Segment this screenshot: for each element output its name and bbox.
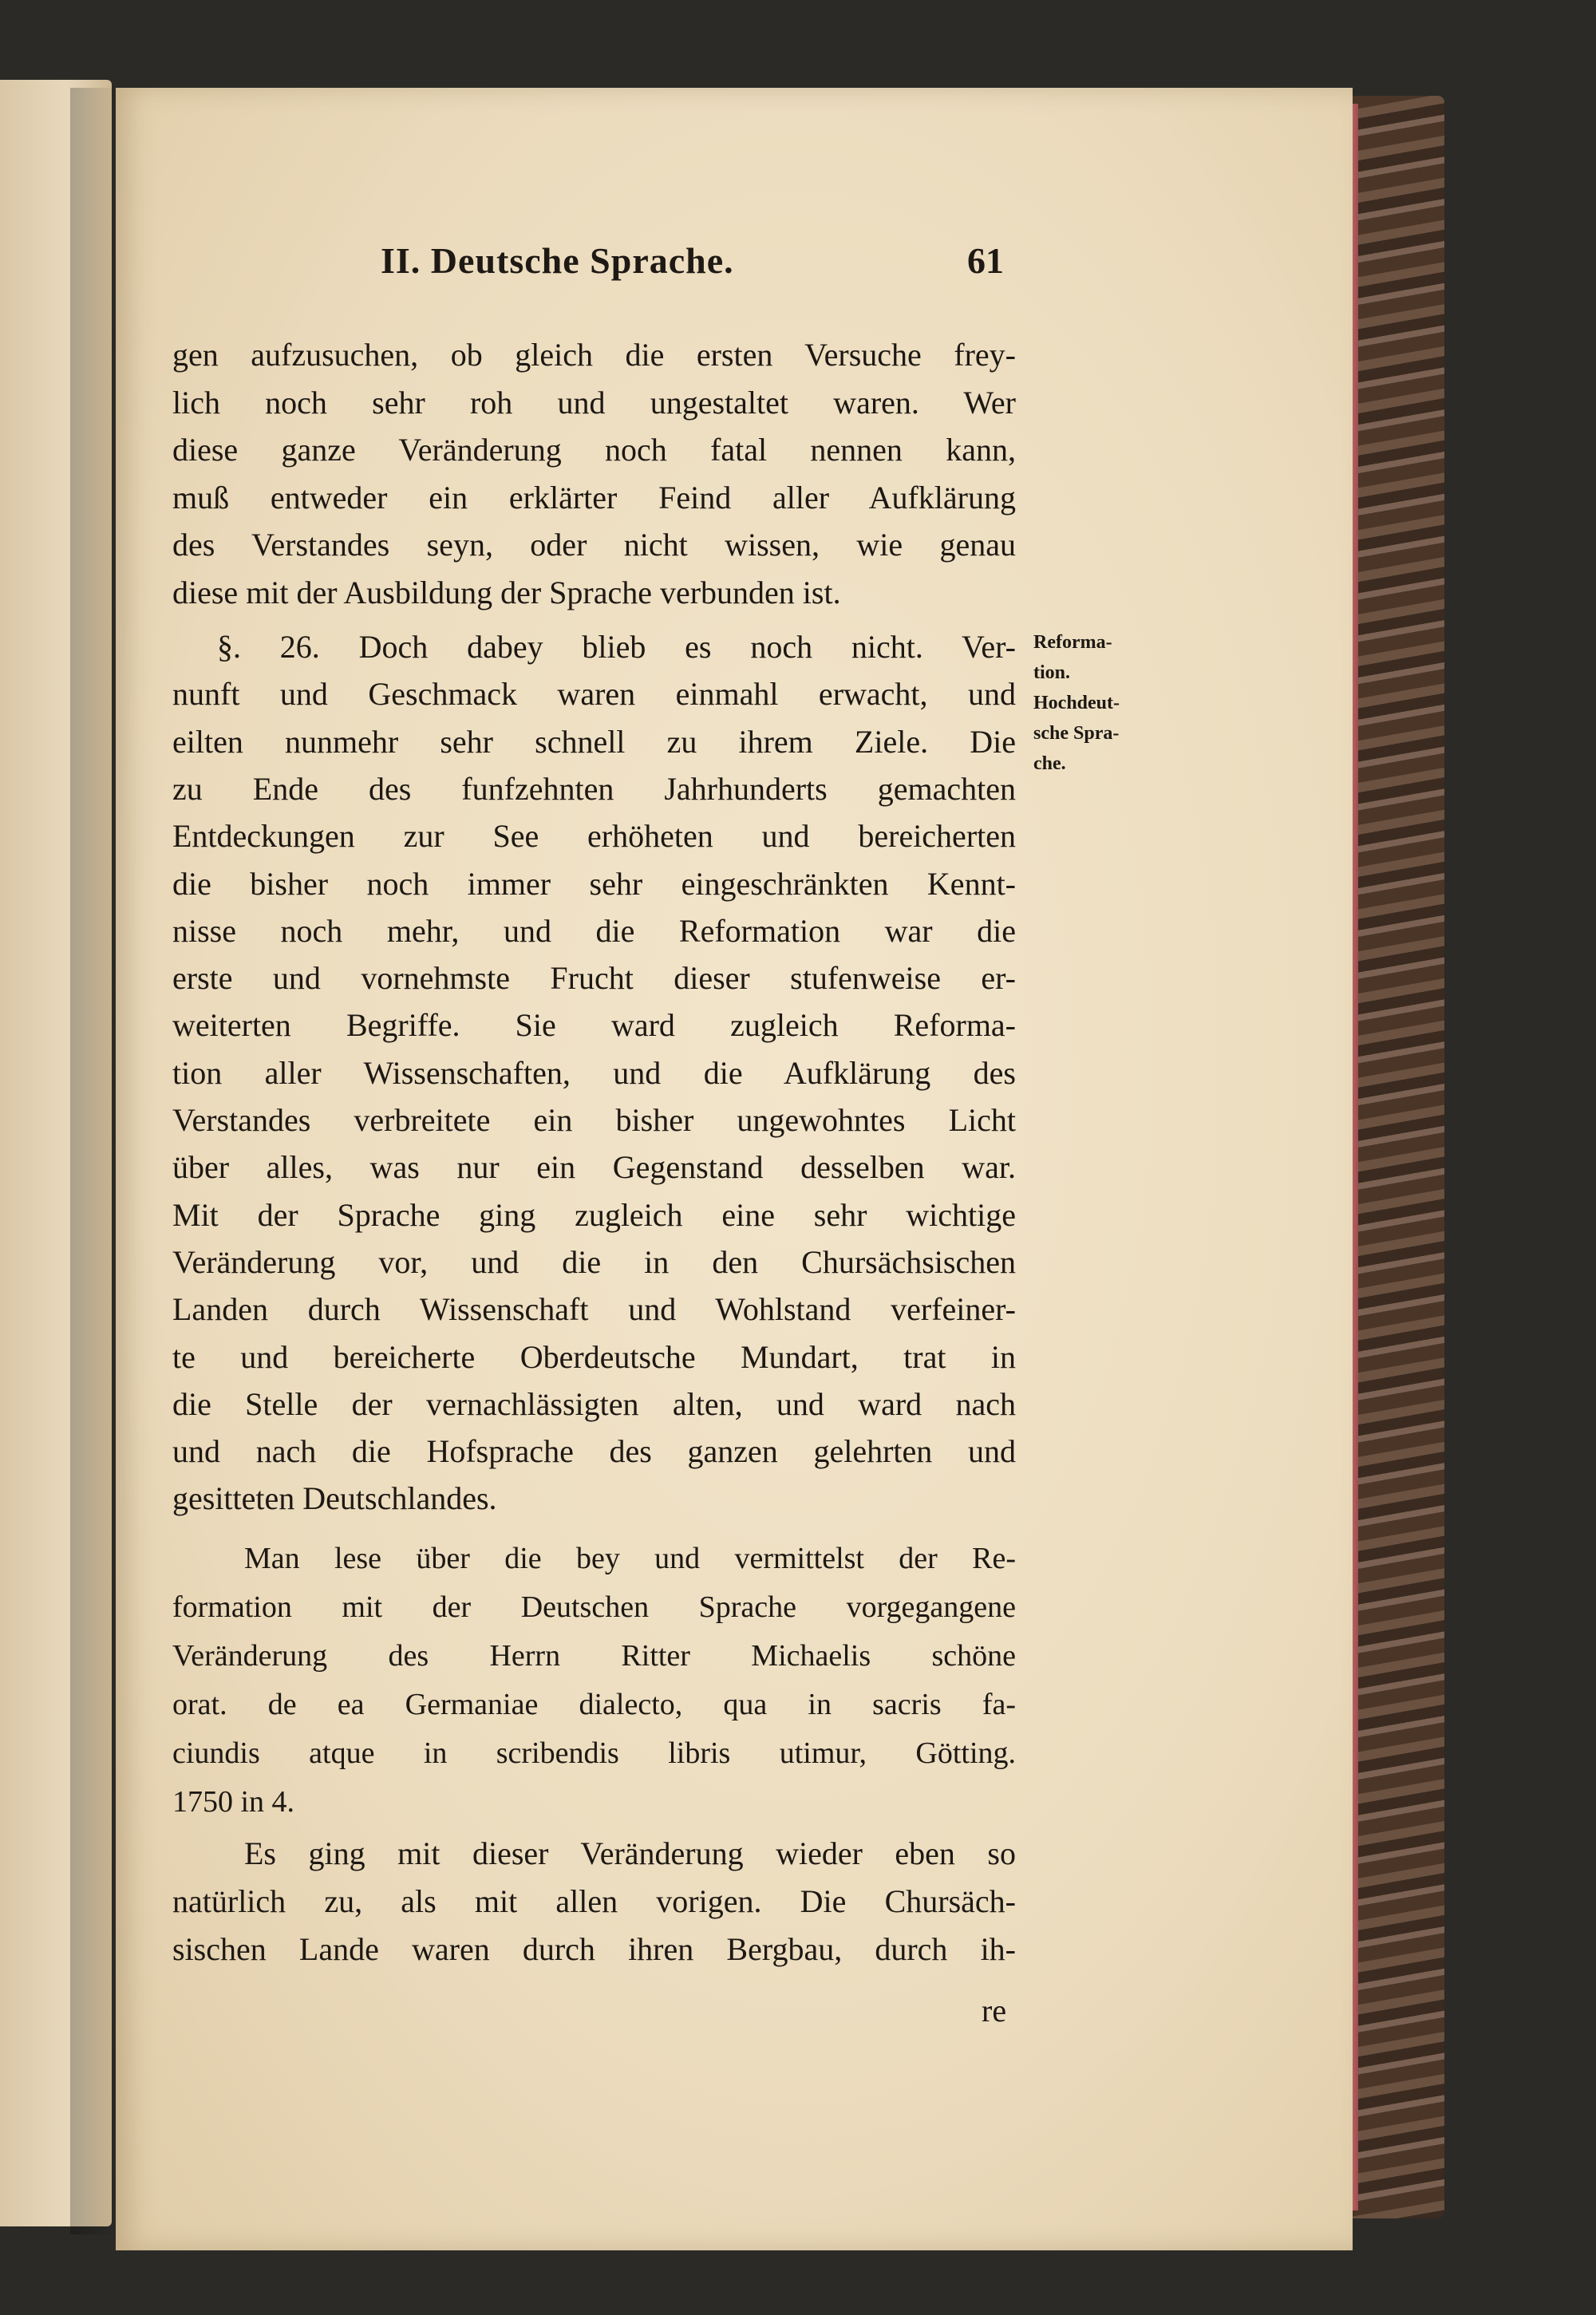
text-line: über alles, was nur ein Gegenstand desselben war. bbox=[172, 1149, 1016, 1186]
text-line: eilten nunmehr sehr schnell zu ihrem Ziele. Die bbox=[172, 723, 1016, 760]
footnote-line: ciundis atque in scribendis libris utimur, Götting. bbox=[172, 1736, 1016, 1770]
text-line: Entdeckungen zur See erhöheten und bereicherten bbox=[172, 818, 1016, 855]
margin-note-line: Reforma- bbox=[1033, 632, 1112, 653]
text-line: und nach die Hofsprache des ganzen gelehrten und bbox=[172, 1433, 1016, 1470]
text-line: Verstandes verbreitete ein bisher ungewohntes Licht bbox=[172, 1102, 1016, 1138]
text-line: Es ging mit dieser Veränderung wieder eben so bbox=[244, 1835, 1016, 1871]
footnote-line: Man lese über die bey und vermittelst der Re- bbox=[244, 1542, 1016, 1575]
margin-note-line: sche Spra- bbox=[1033, 723, 1120, 744]
footnote-line: Veränderung des Herrn Ritter Michaelis schöne bbox=[172, 1639, 1016, 1673]
text-line: die bisher noch immer sehr eingeschränkten Kennt- bbox=[172, 865, 1016, 902]
text-line: natürlich zu, als mit allen vorigen. Die Chursäch- bbox=[172, 1883, 1016, 1919]
book-page bbox=[116, 88, 1353, 2250]
text-line: weiterten Begriffe. Sie ward zugleich Reforma- bbox=[172, 1007, 1016, 1044]
page-number: 61 bbox=[967, 240, 1004, 281]
text-line: lich noch sehr roh und ungestaltet waren. Wer bbox=[172, 384, 1016, 421]
text-line: diese ganze Veränderung noch fatal nennen kann, bbox=[172, 432, 1016, 468]
page-header bbox=[116, 239, 1353, 287]
text-line: §. 26. Doch dabey blieb es noch nicht. Ver- bbox=[217, 629, 1016, 665]
text-line: nisse noch mehr, und die Reformation war die bbox=[172, 912, 1016, 949]
facing-page-edge bbox=[0, 80, 112, 2226]
text-line: die Stelle der vernachlässigten alten, und ward nach bbox=[172, 1385, 1016, 1422]
text-line: diese mit der Ausbildung der Sprache verbunden ist. bbox=[172, 574, 841, 610]
margin-note-line: tion. bbox=[1033, 662, 1071, 683]
text-line: erste und vornehmste Frucht dieser stufenweise er- bbox=[172, 960, 1016, 997]
text-line: Veränderung vor, und die in den Chursächsischen bbox=[172, 1243, 1016, 1280]
text-line: Landen durch Wissenschaft und Wohlstand verfeiner- bbox=[172, 1291, 1016, 1328]
text-line: gesitteten Deutschlandes. bbox=[172, 1480, 497, 1517]
footnote-line: 1750 in 4. bbox=[172, 1785, 295, 1819]
footnote-line: orat. de ea Germaniae dialecto, qua in sacris fa- bbox=[172, 1688, 1016, 1721]
text-line: Mit der Sprache ging zugleich eine sehr wichtige bbox=[172, 1196, 1016, 1233]
margin-note-line: Hochdeut- bbox=[1033, 693, 1120, 713]
text-line: zu Ende des funfzehnten Jahrhunderts gemachten bbox=[172, 770, 1016, 807]
margin-note-line: che. bbox=[1033, 753, 1066, 774]
text-line: sischen Lande waren durch ihren Bergbau, durch ih- bbox=[172, 1931, 1016, 1967]
text-line: muß entweder ein erklärter Feind aller Aufklärung bbox=[172, 479, 1016, 516]
footnote-line: formation mit der Deutschen Sprache vorgegangene bbox=[172, 1590, 1016, 1624]
text-line: nunft und Geschmack waren einmahl erwacht, und bbox=[172, 676, 1016, 713]
text-line: te und bereicherte Oberdeutsche Mundart, trat in bbox=[172, 1338, 1016, 1375]
text-line: des Verstandes seyn, oder nicht wissen, wie genau bbox=[172, 527, 1016, 563]
book-cover-edge bbox=[1349, 96, 1444, 2218]
text-line: gen aufzusuchen, ob gleich die ersten Versuche frey- bbox=[172, 337, 1016, 373]
text-line: tion aller Wissenschaften, und die Aufklärung des bbox=[172, 1054, 1016, 1091]
running-title: II. Deutsche Sprache. bbox=[381, 240, 734, 281]
catchword: re bbox=[982, 1993, 1007, 2029]
